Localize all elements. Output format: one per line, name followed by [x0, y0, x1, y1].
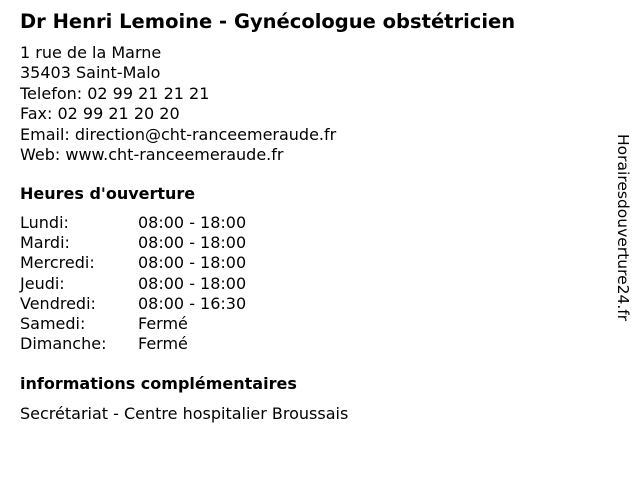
- day-hours: 08:00 - 18:00: [138, 213, 247, 232]
- opening-hours-heading: Heures d'ouverture: [20, 184, 196, 203]
- hours-row-dimanche: [20, 334, 246, 354]
- additional-info-text: Secrétariat - Centre hospitalier Broussais: [20, 404, 349, 423]
- email-address: Email: direction@cht-ranceemeraude.fr: [20, 124, 337, 144]
- hours-row-vendredi: [20, 294, 246, 314]
- additional-info-heading: informations complémentaires: [20, 374, 297, 393]
- opening-hours-table: [20, 213, 246, 354]
- day-label: Dimanche:: [20, 334, 107, 354]
- contact-block: [20, 43, 336, 165]
- day-label: Mercredi:: [20, 253, 95, 273]
- hours-row-samedi: [20, 314, 246, 334]
- hours-row-mercredi: [20, 253, 246, 273]
- day-hours: Fermé: [138, 334, 188, 354]
- hours-row-jeudi: [20, 274, 246, 294]
- day-hours: 08:00 - 18:00: [138, 253, 247, 273]
- site-watermark: Horairesdouverture24.fr: [614, 134, 632, 322]
- day-label: Mardi:: [20, 233, 70, 253]
- phone-number: Telefon: 02 99 21 21 21: [20, 83, 210, 103]
- page-title: Dr Henri Lemoine - Gynécologue obstétricien: [20, 10, 516, 33]
- day-hours: 08:00 - 18:00: [138, 273, 247, 293]
- fax-number: Fax: 02 99 21 20 20: [20, 104, 180, 124]
- day-label: Samedi:: [20, 314, 86, 334]
- day-hours: 08:00 - 18:00: [138, 233, 247, 253]
- day-hours: Fermé: [138, 314, 188, 334]
- day-hours: 08:00 - 16:30: [138, 293, 247, 313]
- day-label: Jeudi:: [20, 273, 65, 293]
- hours-row-mardi: [20, 233, 246, 253]
- address-city: 35403 Saint-Malo: [20, 63, 161, 83]
- website: Web: www.cht-ranceemeraude.fr: [20, 145, 284, 165]
- day-label: Vendredi:: [20, 293, 96, 313]
- day-label: Lundi:: [20, 213, 69, 232]
- address-street: 1 rue de la Marne: [20, 43, 162, 62]
- hours-row-lundi: [20, 213, 246, 233]
